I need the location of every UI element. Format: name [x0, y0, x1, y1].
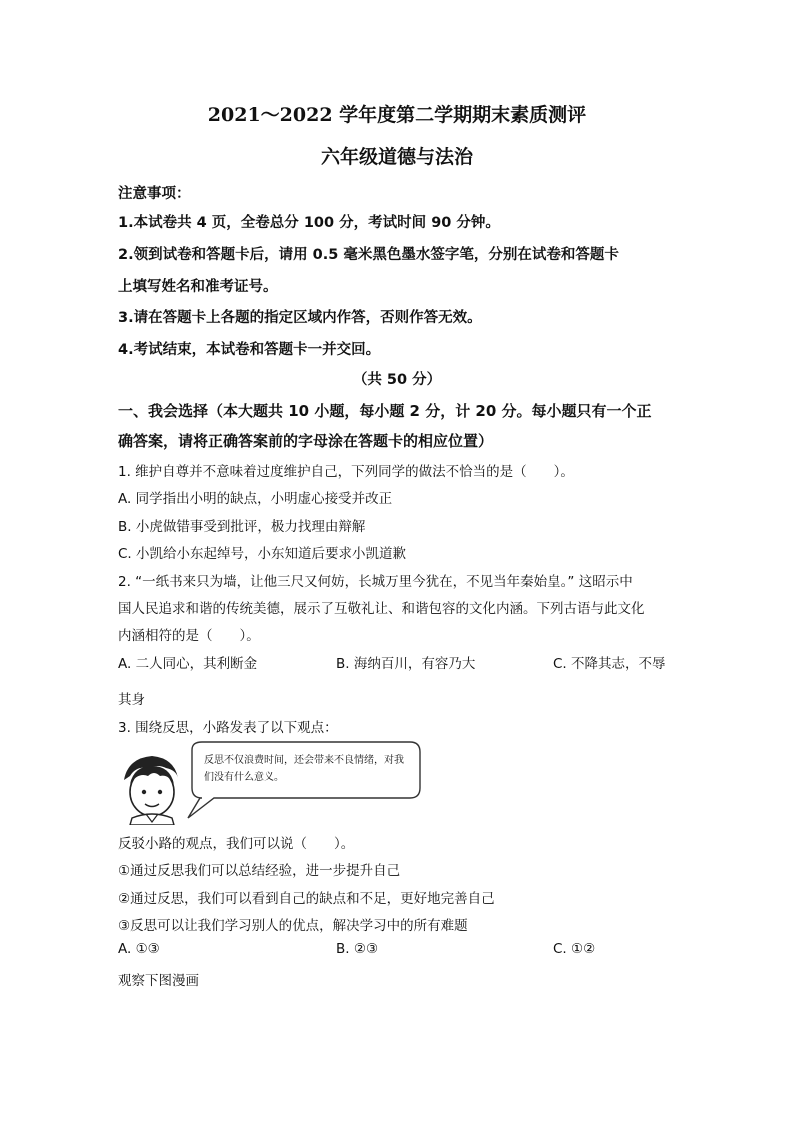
question-1-option-b: B. 小虎做错事受到批评，极力找理由辩解: [118, 519, 366, 535]
boy-illustration: [124, 756, 178, 825]
question-3-statement-1: ①通过反思我们可以总结经验，进一步提升自己: [118, 863, 401, 879]
question-3-statement-2: ②通过反思，我们可以看到自己的缺点和不足，更好地完善自己: [118, 891, 495, 907]
question-1-option-c: C. 小凯给小东起绰号，小东知道后要求小凯道歉: [118, 546, 407, 562]
question-3-statement-3: ③反思可以让我们学习别人的优点，解决学习中的所有难题: [118, 918, 468, 934]
exam-title: 2021～2022 学年度第二学期期末素质测评: [207, 104, 587, 126]
question-2-stem-line-3: 内涵相符的是（ ）。: [118, 628, 260, 644]
question-2-option-b: B. 海纳百川，有容乃大: [336, 656, 476, 672]
question-2-option-c-continued: 其身: [118, 692, 145, 708]
notice-item-4: 4.考试结束，本试卷和答题卡一并交回。: [118, 342, 381, 358]
notice-item-2-line-1: 2.领到试卷和答题卡后，请用 0.5 毫米黑色墨水签字笔，分别在试卷和答题卡: [118, 247, 619, 263]
question-3-stem: 3. 围绕反思，小路发表了以下观点：: [118, 720, 338, 736]
section-score: （共 50 分）: [352, 372, 442, 388]
speech-bubble-text: 反思不仅浪费时间，还会带来不良情绪，对我们没有什么意义。: [204, 755, 404, 783]
section-heading-line-1: 一、我会选择（本大题共 10 小题，每小题 2 分，计 20 分。每小题只有一个正: [118, 402, 652, 420]
notice-item-3: 3.请在答题卡上各题的指定区域内作答，否则作答无效。: [118, 310, 482, 326]
question-3-option-b: B. ②③: [336, 941, 379, 957]
question-2-stem-line-1: 2. “一纸书来只为墙，让他三尺又何妨，长城万里今犹在，不见当年秦始皇。” 这昭示中: [118, 574, 633, 590]
question-4-intro: 观察下图漫画: [118, 973, 199, 989]
question-3-prompt: 反驳小路的观点，我们可以说（ ）。: [118, 836, 355, 852]
question-1-stem: 1. 维护自尊并不意味着过度维护自己，下列同学的做法不恰当的是（ ）。: [118, 464, 574, 480]
notice-item-1: 1.本试卷共 4 页，全卷总分 100 分，考试时间 90 分钟。: [118, 215, 500, 231]
question-3-option-c: C. ①②: [553, 941, 596, 957]
question-2-option-a: A. 二人同心，其利断金: [118, 656, 258, 672]
notice-heading: 注意事项：: [118, 186, 191, 202]
question-1-option-a: A. 同学指出小明的缺点，小明虚心接受并改正: [118, 491, 393, 507]
question-2-option-c: C. 不降其志，不辱: [553, 656, 666, 672]
exam-subtitle: 六年级道德与法治: [320, 146, 473, 168]
question-2-stem-line-2: 国人民追求和谐的传统美德，展示了互敬礼让、和谐包容的文化内涵。下列古语与此文化: [118, 601, 645, 617]
section-heading-line-2: 确答案，请将正确答案前的字母涂在答题卡的相应位置）: [118, 432, 494, 450]
notice-item-2-line-2: 上填写姓名和准考证号。: [118, 279, 278, 295]
question-3-option-a: A. ①③: [118, 941, 160, 957]
